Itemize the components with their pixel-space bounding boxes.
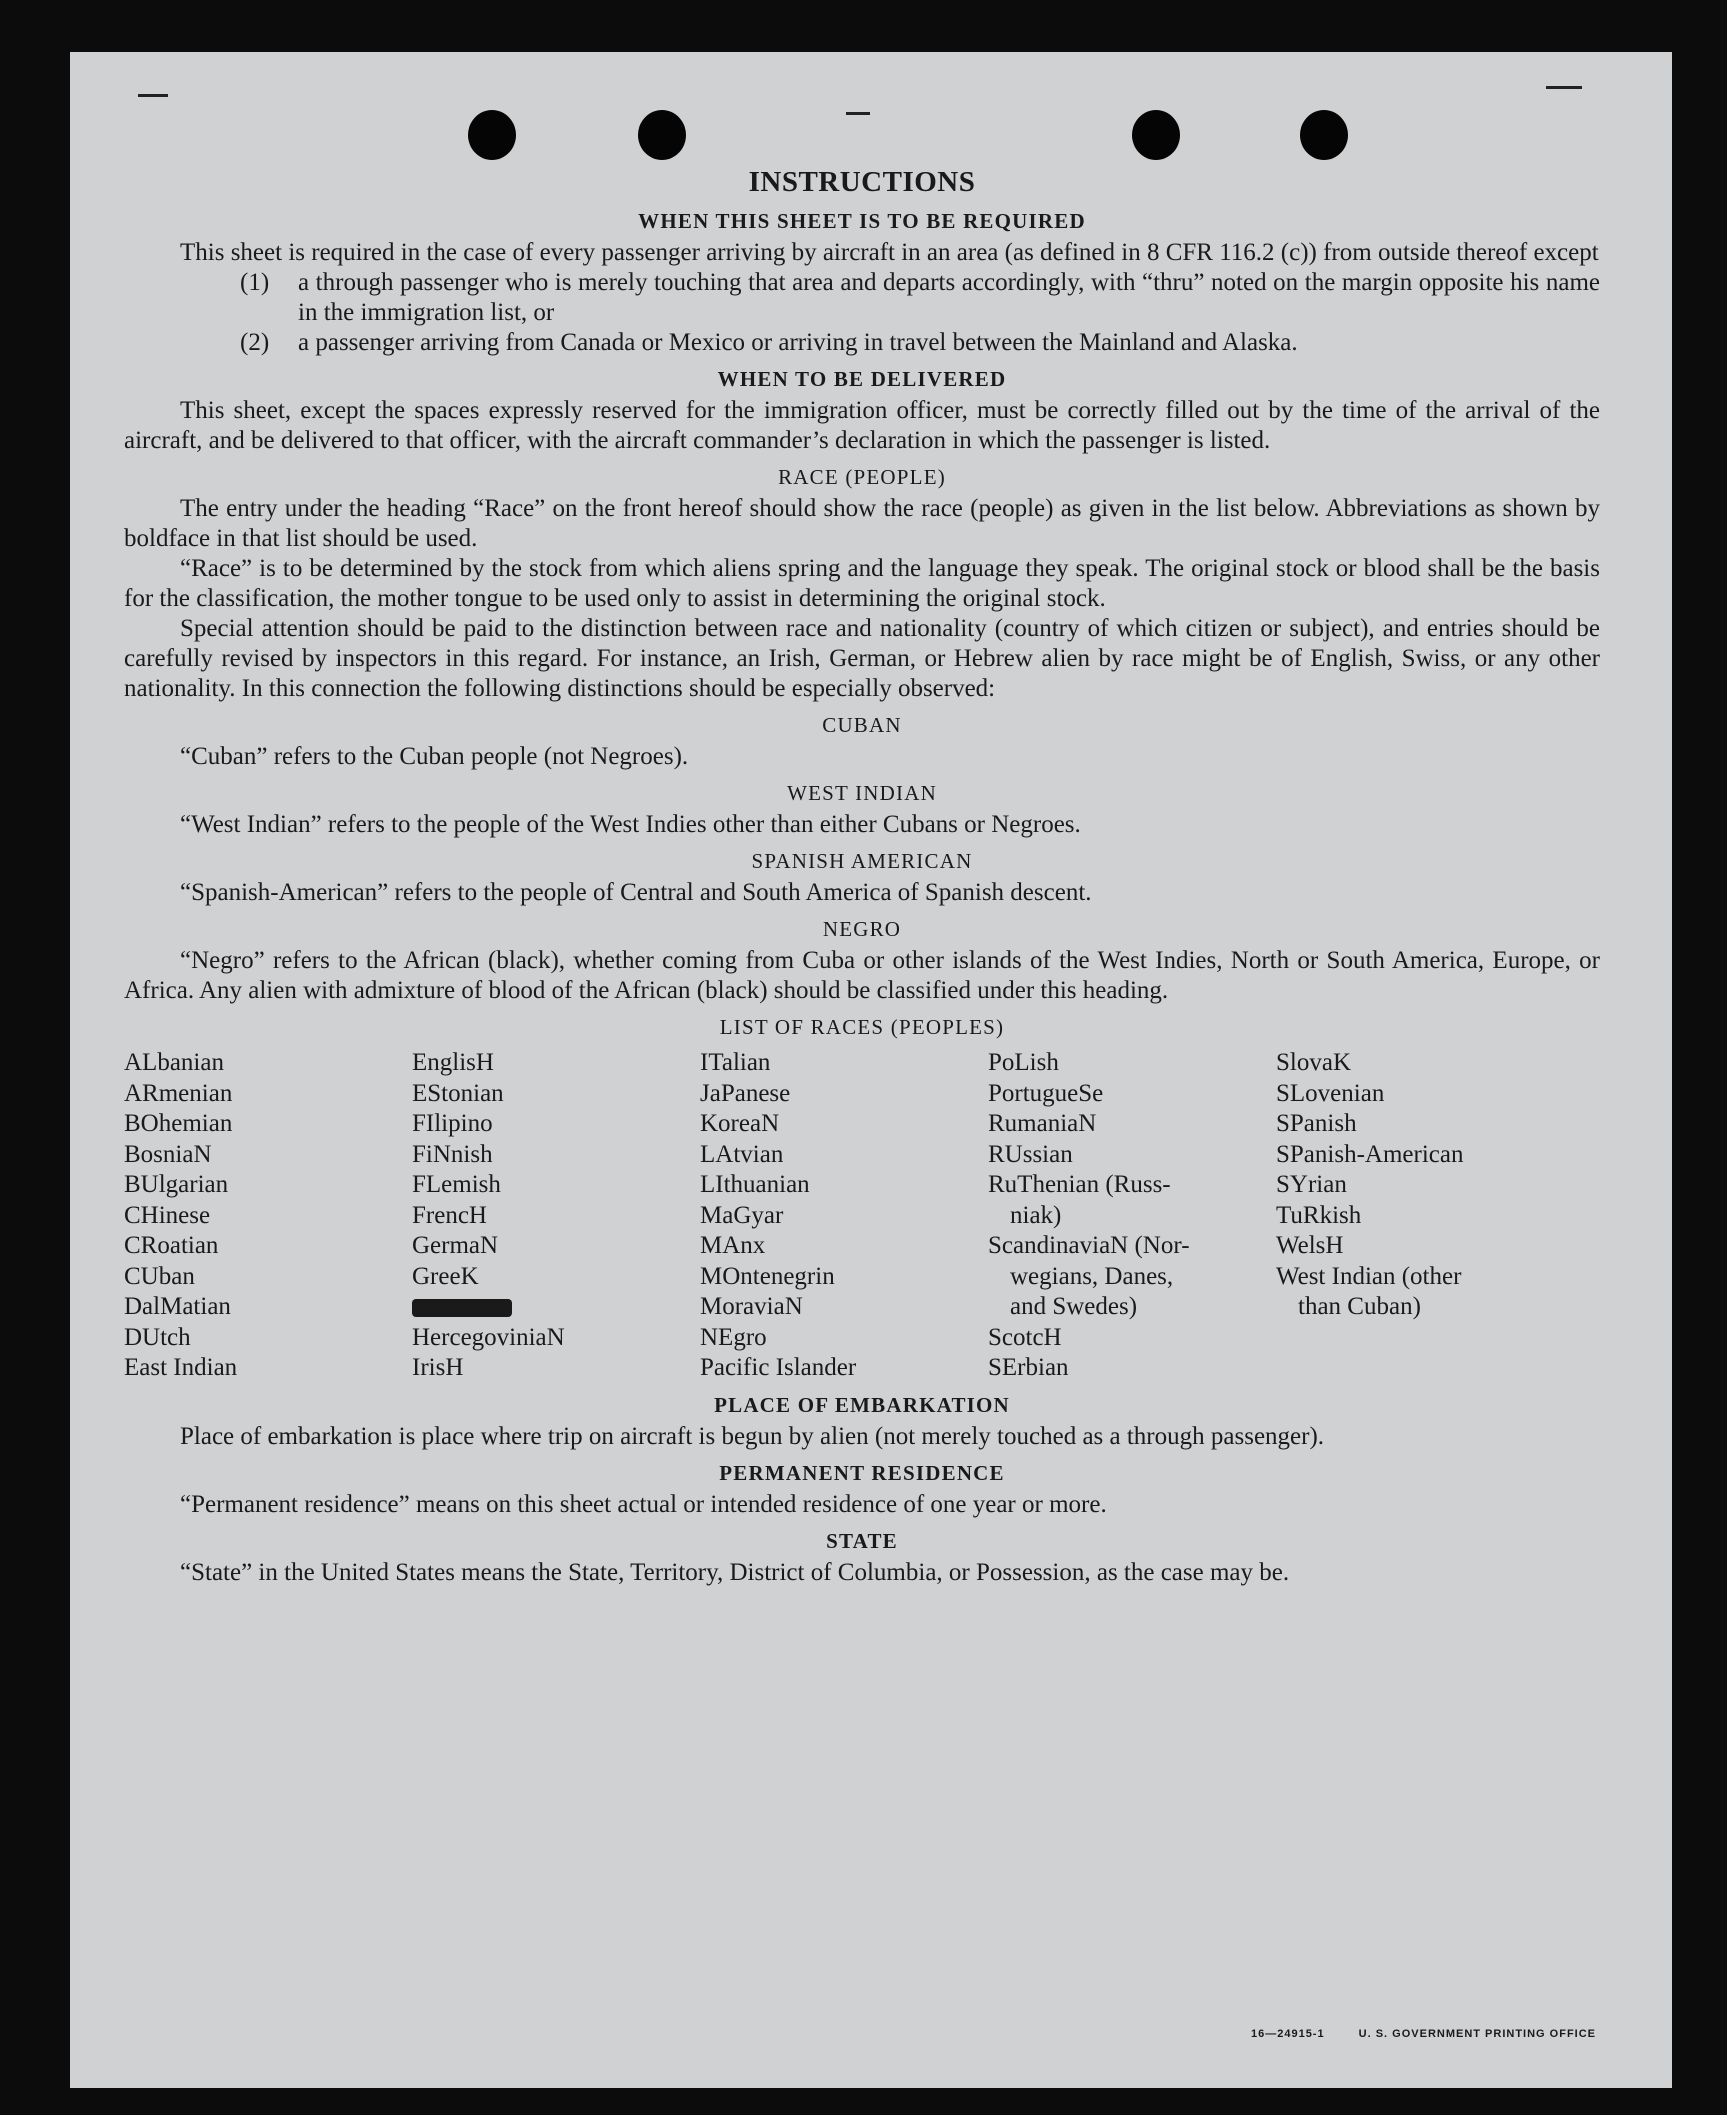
item-text: a passenger arriving from Canada or Mexico or arriving in travel between the Mainland and Alaska. [298, 329, 1298, 356]
paragraph: Special attention should be paid to the distinction between race and nationality (country of which citizen or subject), and entries should be carefully revised by inspectors in this regard. For instance, an Irish, German, or Hebrew alien by race might be of English, Swiss, or any other nationality. In this connection the following distinctions should be especially observed: [124, 615, 1600, 702]
paragraph: This sheet is required in the case of every passenger arriving by aircraft in an area (as defined in 8 CFR 116.2 (c)) from outside thereof except [180, 239, 1599, 266]
race-entry: KoreaN [700, 1110, 780, 1137]
race-entry: GermaN [412, 1232, 499, 1259]
punch-hole [1300, 110, 1348, 160]
page-title: INSTRUCTIONS [748, 166, 976, 198]
paragraph: “Spanish-American” refers to the people of Central and South America of Spanish descent. [180, 879, 1092, 906]
race-entry: LIthuanian [700, 1171, 810, 1198]
race-entry: SPanish [1276, 1110, 1357, 1137]
race-entry: ALbanian [124, 1049, 224, 1076]
redacted-entry [412, 1292, 700, 1323]
race-entry: WelsH [1276, 1232, 1344, 1259]
race-entry: ARmenian [124, 1079, 233, 1107]
redaction-mark [412, 1299, 512, 1317]
form-number: 16—24915-1 [1250, 2028, 1325, 2040]
instructions-content [124, 164, 1600, 1588]
race-entry: MaGyar [700, 1201, 784, 1229]
list-item [124, 268, 1600, 328]
section-heading: NEGRO [822, 917, 902, 941]
item-number: (1) [240, 269, 270, 296]
list-item [124, 328, 1600, 358]
race-entry: LAtvian [700, 1140, 784, 1168]
race-entry: DUtch [124, 1323, 191, 1351]
paragraph: “Negro” refers to the African (black), whether coming from Cuba or other islands of the West Indies, North or South America, Europe, or Africa. Any alien with admixture of blood of the African (black) should be classified under this heading. [124, 947, 1600, 1004]
paragraph: The entry under the heading “Race” on the front hereof should show the race (people) as given in the list below. Abbreviations as shown by boldface in that list should be used. [124, 495, 1600, 552]
race-entry: DalMatian [124, 1293, 231, 1320]
race-entry: SlovaK [1276, 1049, 1351, 1076]
section-heading: WHEN TO BE DELIVERED [717, 367, 1007, 391]
race-entry: PortugueSe [988, 1079, 1104, 1107]
race-column [412, 1048, 700, 1384]
section-heading: STATE [826, 1528, 898, 1553]
race-entry: BosniaN [124, 1140, 212, 1168]
race-entry: than Cuban) [1298, 1293, 1421, 1320]
race-entry: SYrian [1276, 1171, 1347, 1198]
race-column [988, 1048, 1276, 1384]
paragraph: Place of embarkation is place where trip on aircraft is begun by alien (not merely touched as a through passenger). [180, 1422, 1325, 1450]
race-entry: PoLish [988, 1049, 1059, 1076]
section-heading: SPANISH AMERICAN [751, 849, 973, 873]
punch-hole [1132, 110, 1180, 160]
race-entry: CRoatian [124, 1232, 219, 1259]
paragraph: “West Indian” refers to the people of the West Indies other than either Cubans or Negroes. [180, 811, 1081, 838]
section-heading: PLACE OF EMBARKATION [714, 1392, 1010, 1417]
race-entry: FiNnish [412, 1140, 493, 1168]
punch-hole [468, 110, 516, 160]
punch-hole [638, 110, 686, 160]
race-entry: SPanish-American [1276, 1140, 1464, 1168]
race-entry: CUban [124, 1262, 195, 1290]
scan-mark [138, 94, 168, 97]
race-entry: EnglisH [412, 1049, 494, 1076]
race-entry: RuThenian (Russ- [988, 1171, 1171, 1198]
race-entry: West Indian (other [1276, 1262, 1462, 1290]
section-heading: WHEN THIS SHEET IS TO BE REQUIRED [638, 209, 1086, 233]
race-entry: EStonian [412, 1079, 504, 1107]
section-heading: CUBAN [822, 713, 902, 737]
race-entry: SLovenian [1276, 1079, 1385, 1107]
race-entry: TuRkish [1276, 1201, 1362, 1229]
section-heading: RACE (PEOPLE) [778, 465, 946, 489]
section-heading: PERMANENT RESIDENCE [719, 1460, 1005, 1485]
race-entry: Pacific Islander [700, 1354, 857, 1381]
race-entry: East Indian [124, 1354, 238, 1381]
race-entry: NEgro [700, 1323, 767, 1351]
item-text: a through passenger who is merely touching that area and departs accordingly, with “thru” noted on the margin opposite his name in the immigration list, or [298, 269, 1600, 326]
race-entry: ScandinaviaN (Nor- [988, 1232, 1190, 1259]
race-entry: wegians, Danes, [1010, 1262, 1174, 1290]
race-entry: RumaniaN [988, 1110, 1097, 1137]
race-entry: JaPanese [700, 1079, 791, 1107]
paragraph: “State” in the United States means the State, Territory, District of Columbia, or Possession, as the case may be. [180, 1558, 1290, 1586]
race-entry: niak) [1010, 1201, 1062, 1229]
race-entry: BUlgarian [124, 1171, 229, 1198]
item-number: (2) [240, 329, 270, 356]
race-column [124, 1048, 412, 1384]
race-list [124, 1048, 1600, 1384]
race-entry: FLemish [412, 1171, 501, 1198]
printer-imprint: U. S. GOVERNMENT PRINTING OFFICE [1358, 2028, 1596, 2040]
race-entry: RUssian [988, 1140, 1073, 1168]
footer-imprint [1221, 2028, 1596, 2040]
race-entry: FrencH [412, 1201, 487, 1229]
paragraph: “Cuban” refers to the Cuban people (not Negroes). [180, 743, 689, 770]
race-entry: MoraviaN [700, 1293, 803, 1320]
section-heading: LIST OF RACES (PEOPLES) [719, 1015, 1005, 1039]
race-column [1276, 1048, 1600, 1384]
race-entry: HercegoviniaN [412, 1323, 565, 1351]
scan-mark [846, 112, 870, 115]
section-heading: WEST INDIAN [787, 781, 937, 805]
race-entry: GreeK [412, 1262, 479, 1290]
race-entry: and Swedes) [1010, 1293, 1138, 1320]
race-column [700, 1048, 988, 1384]
paragraph: This sheet, except the spaces expressly reserved for the immigration officer, must be correctly filled out by the time of the arrival of the aircraft, and be delivered to that officer, with the aircraft commander’s declaration in which the passenger is listed. [124, 397, 1600, 454]
race-entry: FIlipino [412, 1110, 493, 1137]
race-entry: MAnx [700, 1232, 766, 1259]
race-entry: ITalian [700, 1049, 771, 1076]
race-entry: BOhemian [124, 1110, 233, 1137]
paragraph: “Permanent residence” means on this sheet actual or intended residence of one year or more. [180, 1490, 1107, 1518]
race-entry: ScotcH [988, 1323, 1062, 1351]
race-entry: IrisH [412, 1354, 464, 1381]
paragraph: “Race” is to be determined by the stock from which aliens spring and the language they speak. The original stock or blood shall be the basis for the classification, the mother tongue to be used only to assist in determining the original stock. [124, 555, 1600, 612]
race-entry: MOntenegrin [700, 1262, 835, 1290]
race-entry: SErbian [988, 1354, 1069, 1381]
document-sheet [70, 52, 1672, 2088]
race-entry: CHinese [124, 1201, 211, 1229]
scan-mark [1546, 86, 1582, 89]
